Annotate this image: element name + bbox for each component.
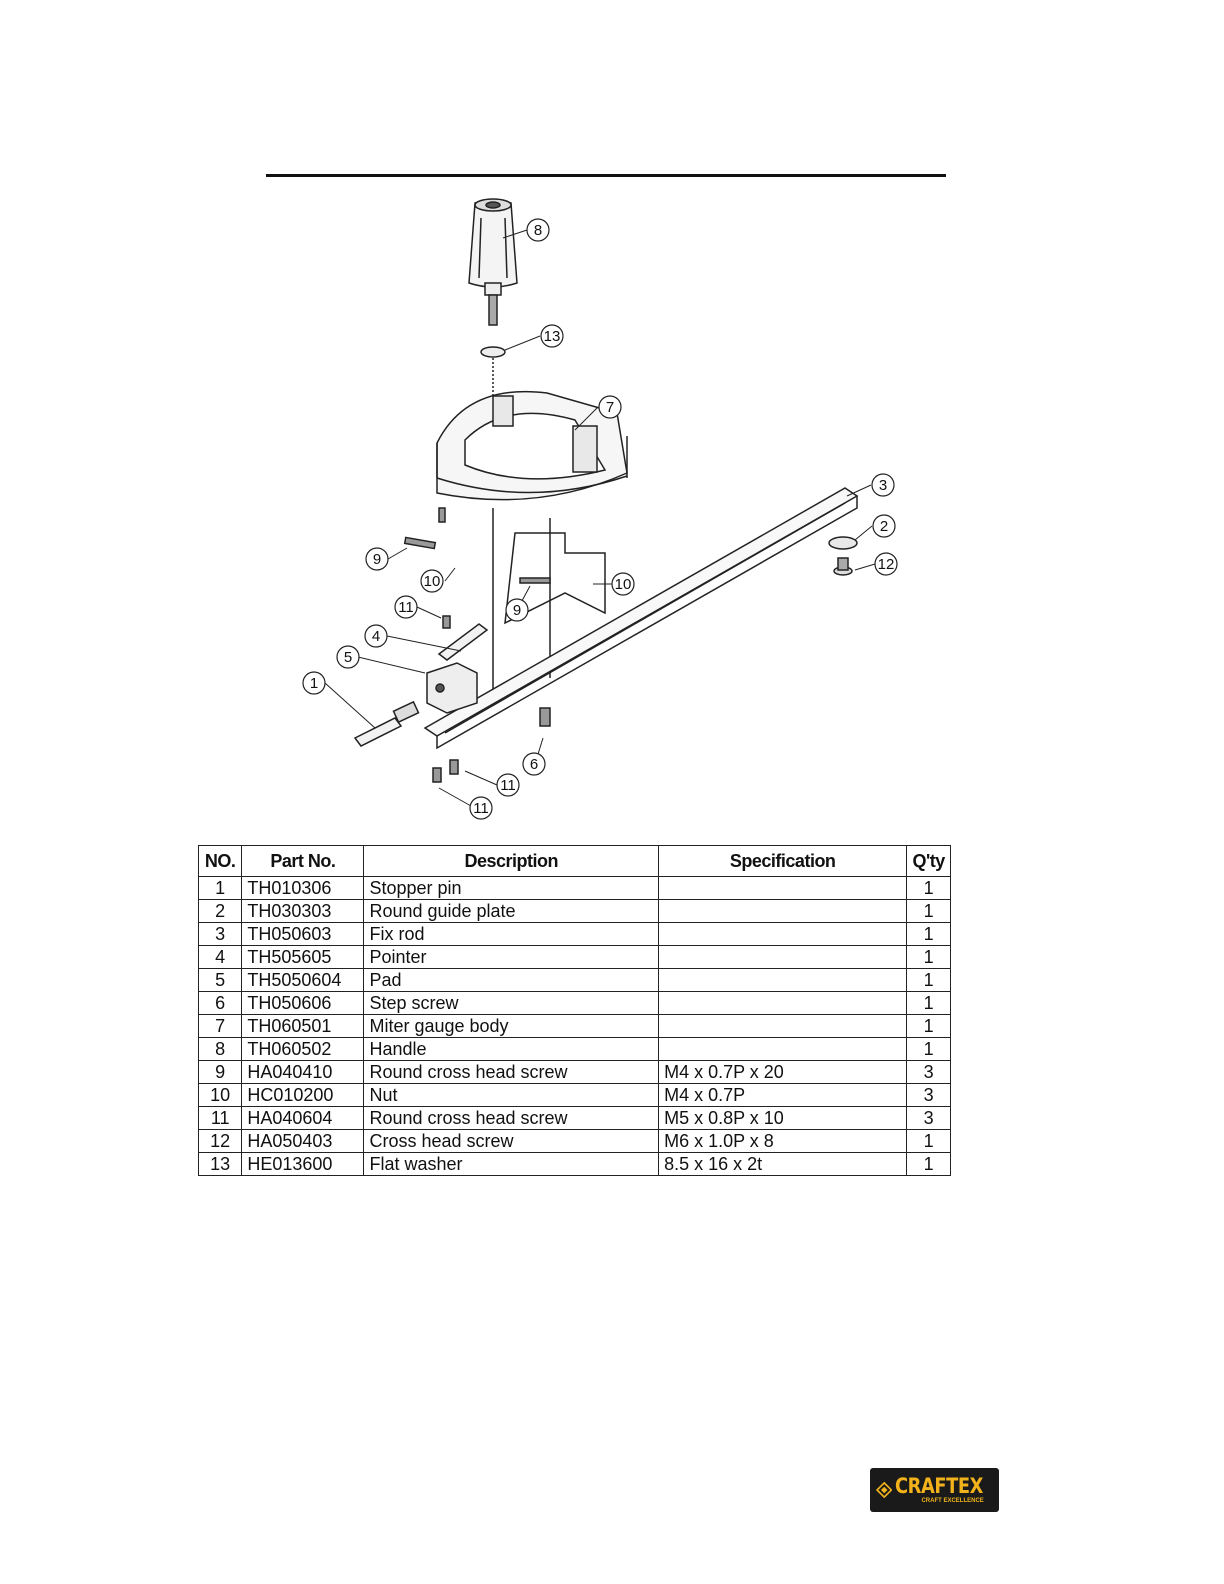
cell-qty: 1 xyxy=(907,969,951,992)
table-header-row xyxy=(199,846,951,877)
callout-8 xyxy=(527,219,549,241)
cell-specification xyxy=(659,992,907,1015)
svg-text:11: 11 xyxy=(473,800,489,817)
header-specification: Specification xyxy=(659,846,907,877)
svg-text:11: 11 xyxy=(500,777,516,794)
cell-part-no: HE013600 xyxy=(242,1153,364,1176)
cell-specification xyxy=(659,946,907,969)
cell-specification: M4 x 0.7P xyxy=(659,1084,907,1107)
callout-11 xyxy=(395,596,417,618)
callout-11b xyxy=(497,774,519,796)
cell-no: 4 xyxy=(199,946,242,969)
washer-part xyxy=(481,347,505,357)
cell-description: Round cross head screw xyxy=(364,1061,659,1084)
cell-qty: 1 xyxy=(907,923,951,946)
cell-part-no: TH5050604 xyxy=(242,969,364,992)
callout-3 xyxy=(872,474,894,496)
table-row xyxy=(199,1038,951,1061)
callout-10 xyxy=(421,570,443,592)
header-part-no: Part No. xyxy=(242,846,364,877)
cell-part-no: TH060501 xyxy=(242,1015,364,1038)
cell-part-no: TH050606 xyxy=(242,992,364,1015)
cell-no: 7 xyxy=(199,1015,242,1038)
callout-1 xyxy=(303,672,325,694)
table-row xyxy=(199,1107,951,1130)
cell-qty: 1 xyxy=(907,1153,951,1176)
cell-specification xyxy=(659,877,907,900)
callout-5 xyxy=(337,646,359,668)
cell-specification: M4 x 0.7P x 20 xyxy=(659,1061,907,1084)
cell-part-no: HA040604 xyxy=(242,1107,364,1130)
cell-qty: 3 xyxy=(907,1084,951,1107)
table-row xyxy=(199,946,951,969)
svg-text:6: 6 xyxy=(529,756,539,773)
svg-text:3: 3 xyxy=(878,477,888,494)
cell-part-no: HC010200 xyxy=(242,1084,364,1107)
table-row xyxy=(199,1015,951,1038)
header-rule xyxy=(266,174,946,177)
callout-12 xyxy=(875,553,897,575)
cell-no: 13 xyxy=(199,1153,242,1176)
svg-text:7: 7 xyxy=(605,399,615,416)
svg-text:13: 13 xyxy=(543,328,561,345)
table-row xyxy=(199,992,951,1015)
svg-text:12: 12 xyxy=(877,556,895,573)
table-body xyxy=(199,877,951,1176)
callout-11c xyxy=(470,797,492,819)
cell-no: 8 xyxy=(199,1038,242,1061)
svg-text:9: 9 xyxy=(372,551,382,568)
table-row xyxy=(199,1084,951,1107)
svg-text:10: 10 xyxy=(614,576,632,593)
header-description: Description xyxy=(364,846,659,877)
parts-list-table xyxy=(198,845,951,1176)
pointer-part xyxy=(439,624,487,660)
cell-specification xyxy=(659,900,907,923)
cell-description: Miter gauge body xyxy=(364,1015,659,1038)
table-row xyxy=(199,877,951,900)
cell-qty: 1 xyxy=(907,1130,951,1153)
cell-no: 2 xyxy=(199,900,242,923)
brand-name: CRAFTEX xyxy=(895,1474,984,1498)
cell-no: 10 xyxy=(199,1084,242,1107)
cell-specification: M6 x 1.0P x 8 xyxy=(659,1130,907,1153)
cell-qty: 1 xyxy=(907,900,951,923)
cell-description: Nut xyxy=(364,1084,659,1107)
svg-text:2: 2 xyxy=(879,518,889,535)
cell-qty: 1 xyxy=(907,946,951,969)
callout-13 xyxy=(541,325,563,347)
cell-part-no: TH505605 xyxy=(242,946,364,969)
header-no: NO. xyxy=(199,846,242,877)
cell-description: Step screw xyxy=(364,992,659,1015)
svg-text:8: 8 xyxy=(533,222,543,239)
cell-qty: 1 xyxy=(907,1015,951,1038)
table-row xyxy=(199,1130,951,1153)
cell-part-no: TH010306 xyxy=(242,877,364,900)
diamond-logo-icon xyxy=(876,1475,892,1505)
cell-part-no: TH060502 xyxy=(242,1038,364,1061)
header-qty: Q'ty xyxy=(907,846,951,877)
cell-qty: 3 xyxy=(907,1107,951,1130)
svg-text:4: 4 xyxy=(371,628,381,645)
cell-specification: M5 x 0.8P x 10 xyxy=(659,1107,907,1130)
table-row xyxy=(199,1061,951,1084)
cell-specification xyxy=(659,969,907,992)
svg-text:1: 1 xyxy=(309,675,319,692)
cell-qty: 1 xyxy=(907,877,951,900)
cell-no: 5 xyxy=(199,969,242,992)
cell-description: Pad xyxy=(364,969,659,992)
cell-no: 11 xyxy=(199,1107,242,1130)
svg-text:11: 11 xyxy=(398,599,414,616)
cell-description: Cross head screw xyxy=(364,1130,659,1153)
cell-description: Round cross head screw xyxy=(364,1107,659,1130)
cell-no: 1 xyxy=(199,877,242,900)
callout-2 xyxy=(873,515,895,537)
cell-no: 9 xyxy=(199,1061,242,1084)
cell-no: 3 xyxy=(199,923,242,946)
cell-qty: 1 xyxy=(907,1038,951,1061)
table-row xyxy=(199,923,951,946)
cell-description: Flat washer xyxy=(364,1153,659,1176)
brand-tagline: CRAFT EXCELLENCE xyxy=(921,1498,984,1504)
brand-logo xyxy=(870,1468,999,1512)
cell-no: 12 xyxy=(199,1130,242,1153)
cell-part-no: HA050403 xyxy=(242,1130,364,1153)
table-row xyxy=(199,1153,951,1176)
cell-description: Fix rod xyxy=(364,923,659,946)
svg-text:5: 5 xyxy=(343,649,353,666)
callout-6 xyxy=(523,753,545,775)
cell-qty: 3 xyxy=(907,1061,951,1084)
cell-no: 6 xyxy=(199,992,242,1015)
stopper-pin-part xyxy=(355,702,419,746)
cell-part-no: TH030303 xyxy=(242,900,364,923)
table-row xyxy=(199,969,951,992)
cell-description: Stopper pin xyxy=(364,877,659,900)
cell-specification xyxy=(659,1015,907,1038)
cell-description: Round guide plate xyxy=(364,900,659,923)
cell-qty: 1 xyxy=(907,992,951,1015)
callout-7 xyxy=(599,396,621,418)
table-row xyxy=(199,900,951,923)
callout-9b xyxy=(506,599,528,621)
svg-text:10: 10 xyxy=(423,573,441,590)
cell-part-no: TH050603 xyxy=(242,923,364,946)
cell-description: Handle xyxy=(364,1038,659,1061)
pad-part xyxy=(427,663,477,713)
fix-rod-part xyxy=(425,488,857,748)
cell-specification xyxy=(659,923,907,946)
handle-part xyxy=(469,199,517,325)
cell-part-no: HA040410 xyxy=(242,1061,364,1084)
cell-specification xyxy=(659,1038,907,1061)
cell-specification: 8.5 x 16 x 2t xyxy=(659,1153,907,1176)
callout-4 xyxy=(365,625,387,647)
exploded-parts-diagram xyxy=(175,178,1035,828)
cell-description: Pointer xyxy=(364,946,659,969)
callout-9 xyxy=(366,548,388,570)
svg-text:9: 9 xyxy=(512,602,522,619)
callout-10b xyxy=(612,573,634,595)
